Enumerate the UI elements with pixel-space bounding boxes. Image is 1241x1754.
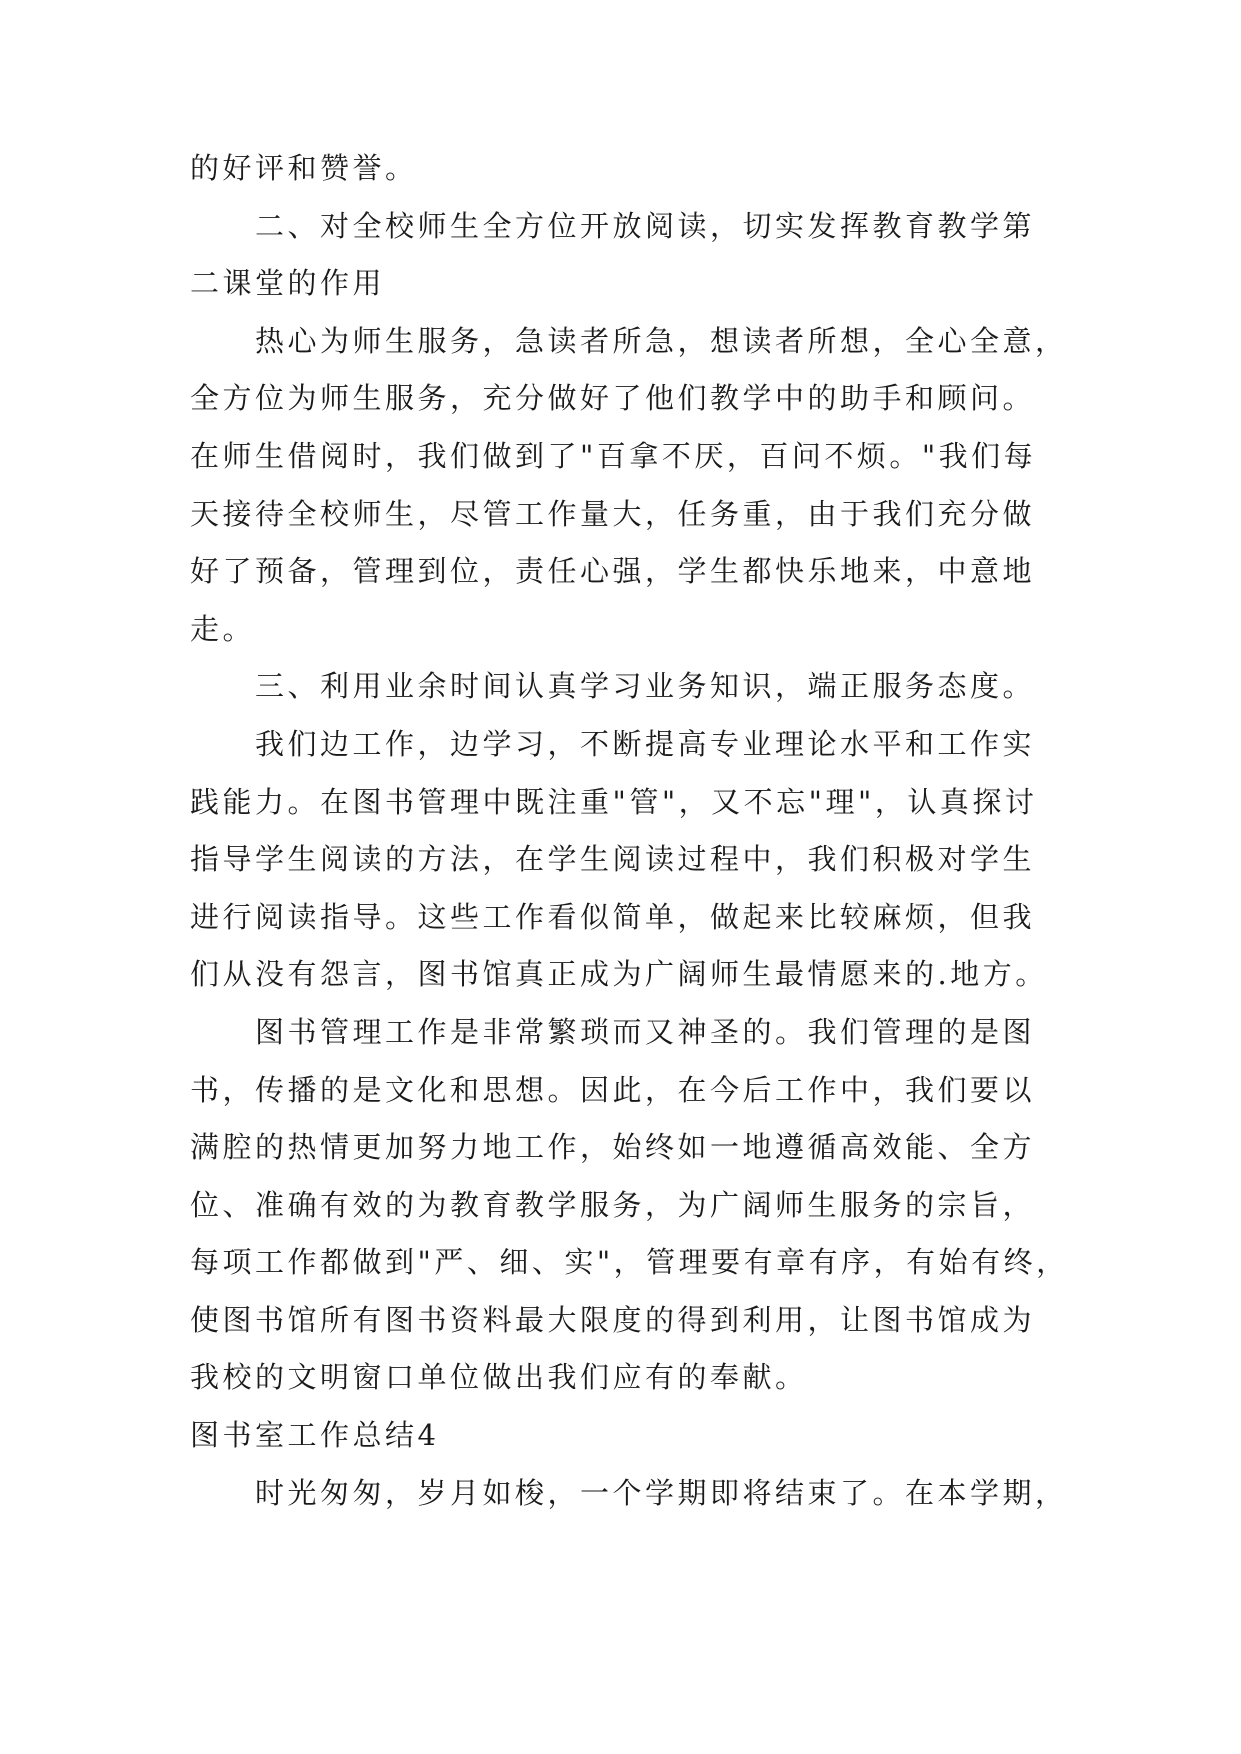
text-line-6: 在师生借阅时，我们做到了"百拿不厌，百问不烦。"我们每	[190, 438, 1037, 473]
text-line-20: 每项工作都做到"严、细、实"，管理要有章有序，有始有终，	[190, 1245, 1069, 1280]
text-line-19: 位、准确有效的为教育教学服务，为广阔师生服务的宗旨，	[190, 1187, 1036, 1222]
text-line-18: 满腔的热情更加努力地工作，始终如一地遵循高效能、全方	[190, 1130, 1036, 1165]
text-line-8: 好了预备，管理到位，责任心强，学生都快乐地来，中意地	[190, 554, 1036, 589]
text-line-4: 热心为师生服务，急读者所急，想读者所想，全心全意，	[255, 323, 1068, 358]
text-line-21: 使图书馆所有图书资料最大限度的得到利用，让图书馆成为	[190, 1302, 1036, 1337]
text-line-7: 天接待全校师生，尽管工作量大，任务重，由于我们充分做	[190, 496, 1036, 531]
text-line-9: 走。	[190, 611, 256, 646]
text-line-11: 我们边工作，边学习，不断提高专业理论水平和工作实	[255, 726, 1036, 761]
text-line-17: 书，传播的是文化和思想。因此，在今后工作中，我们要以	[190, 1072, 1036, 1107]
section-heading-3: 三、利用业余时间认真学习业务知识，端正服务态度。	[255, 669, 1036, 704]
text-line-14: 进行阅读指导。这些工作看似简单，做起来比较麻烦，但我	[190, 899, 1036, 934]
text-line-15: 们从没有怨言，图书馆真正成为广阔师生最情愿来的.地方。	[190, 957, 1048, 992]
text-line-13: 指导学生阅读的方法，在学生阅读过程中，我们积极对学生	[190, 842, 1036, 877]
text-line-24: 时光匆匆，岁月如梭，一个学期即将结束了。在本学期，	[255, 1475, 1068, 1510]
section-heading-2-cont: 二课堂的作用	[190, 266, 386, 301]
text-line-22: 我校的文明窗口单位做出我们应有的奉献。	[190, 1360, 808, 1395]
text-line-5: 全方位为师生服务，充分做好了他们教学中的助手和顾问。	[190, 381, 1036, 416]
text-line-16: 图书管理工作是非常繁琐而又神圣的。我们管理的是图	[255, 1014, 1036, 1049]
text-line-1: 的好评和赞誉。	[190, 151, 418, 185]
text-line-12: 践能力。在图书管理中既注重"管"，又不忘"理"，认真探讨	[190, 784, 1038, 819]
document-body	[190, 140, 1069, 1522]
section-heading-2: 二、对全校师生全方位开放阅读，切实发挥教育教学第	[255, 208, 1036, 243]
document-title: 图书室工作总结4	[190, 1418, 440, 1453]
